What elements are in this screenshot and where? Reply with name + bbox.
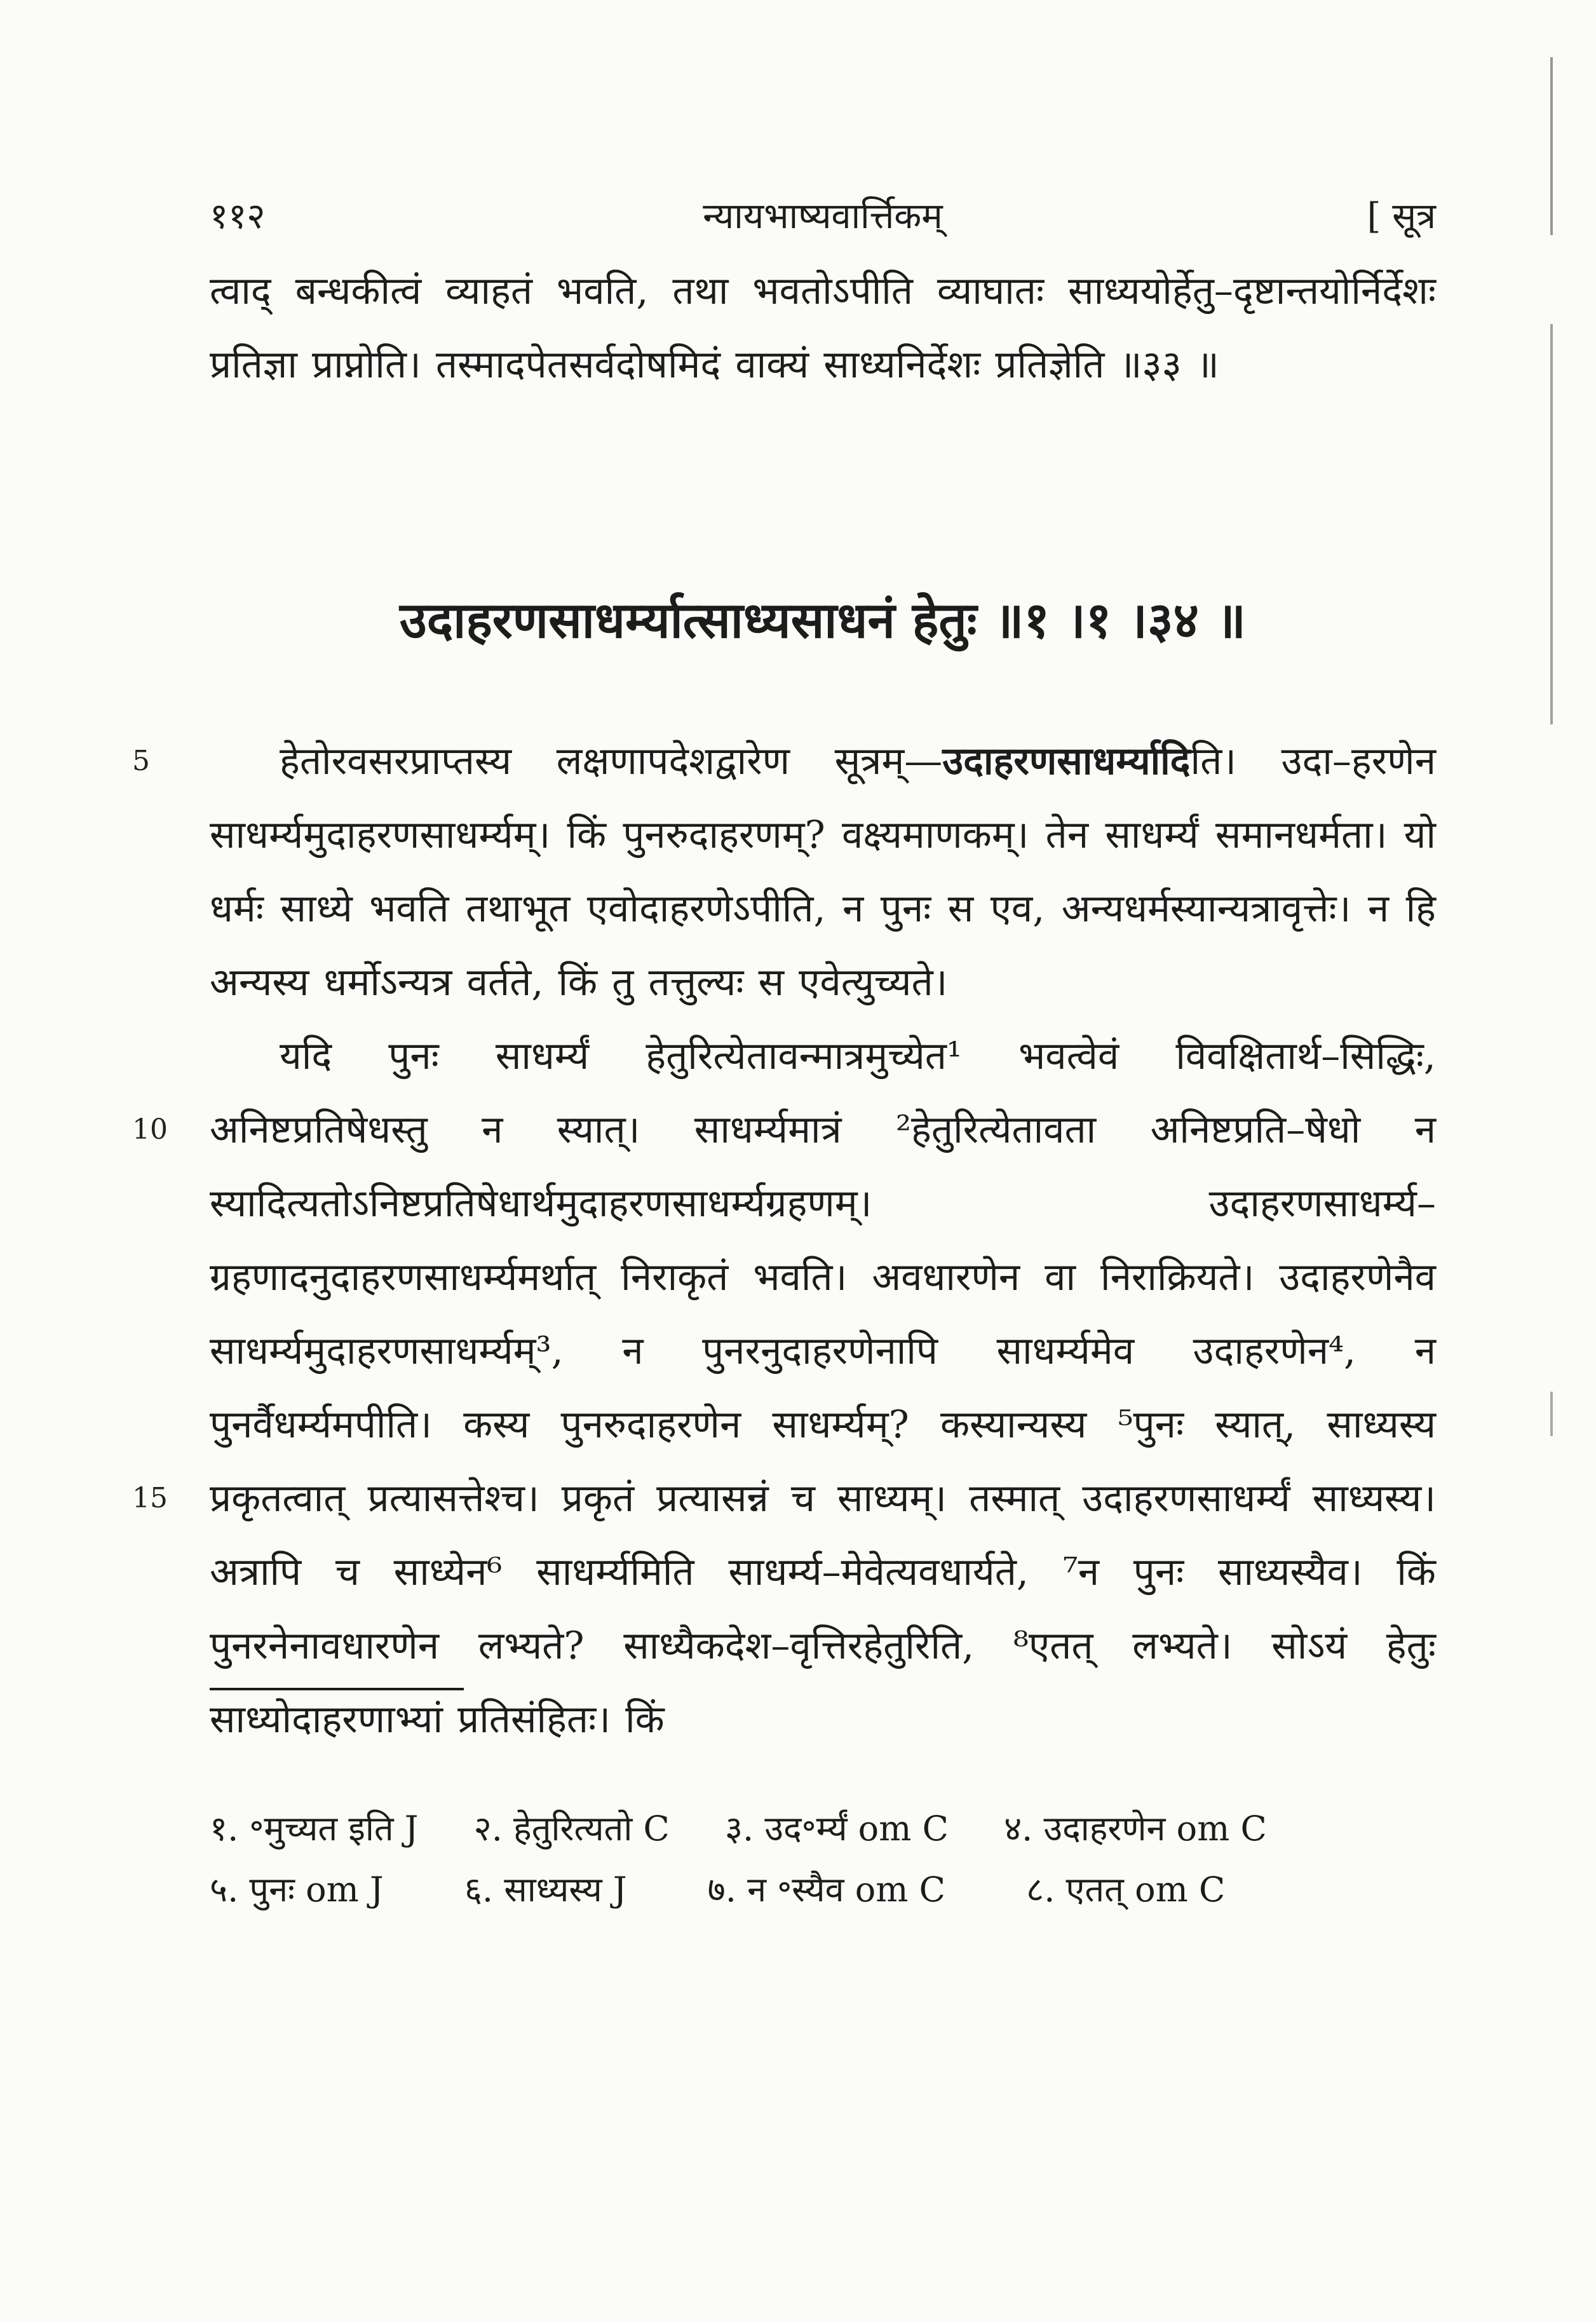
page-number: ११२ <box>210 196 266 237</box>
footnote-1: १. ॰मुच्यत इति J <box>210 1809 419 1849</box>
commentary-body <box>210 724 1436 1756</box>
running-title: न्यायभाष्यवार्त्तिकम् <box>703 196 943 237</box>
line-number-15: 15 <box>132 1482 168 1514</box>
footnote-row <box>210 1859 1436 1920</box>
footnote-8: ८. एतत् om C <box>1026 1870 1226 1910</box>
footnote-4: ४. उदाहरणेन om C <box>1004 1809 1267 1849</box>
para1-rest: ति। उदा–हरणेन साधर्म्यमुदाहरणसाधर्म्यम्। किं पुनरुदाहरणम्? वक्ष्यमाणकम्। तेन साधर्म्यं समानधर्मता। यो धर्मः साध्ये भवति तथाभूत एवोदाहरणेऽपीति, न पुनः स एव, अन्यधर्मस्यान्यत्रावृत्तेः। न हि अन्यस्य धर्मोऽन्यत्र वर्तते, किं तु तत्तुल्यः स एवेत्युच्यते। <box>210 739 1436 1005</box>
sutra-pratika: उदाहरणसाधर्म्यादि <box>942 739 1191 784</box>
footnote-6: ६. साध्यस्य J <box>464 1870 627 1910</box>
footnote-row <box>210 1798 1436 1859</box>
page-header <box>210 191 1436 248</box>
commentary-paragraph-2: यदि पुनः साधर्म्यं हेतुरित्येतावन्मात्रमुच्येत¹ भवत्वेवं विवक्षितार्थ–सिद्धिः, अनिष्टप्रतिषेधस्तु न स्यात्। साधर्म्यमात्रं ²हेतुरित्येतावता अनिष्टप्रति–षेधो न स्यादित्यतोऽनिष्टप्रतिषेधार्थमुदाहरणसाधर्म्यग्रहणम्। उदाहरणसाधर्म्य–ग्रहणादनुदाहरणसाधर्म्यमर्थात् निराकृतं भवति। अवधारणेन वा निराक्रियते। उदाहरणेनैव साधर्म्यमुदाहरणसाधर्म्यम्³, न पुनरनुदाहरणेनापि साधर्म्यमेव उदाहरणेन⁴, न पुनर्वैधर्म्यमपीति। कस्य पुनरुदाहरणेन साधर्म्यम्? कस्यान्यस्य ⁵पुनः स्यात्, साध्यस्य प्रकृतत्वात् प्रत्यासत्तेश्च। प्रकृतं प्रत्यासन्नं च साध्यम्। तस्मात् उदाहरणसाधर्म्यं साध्यस्य। अत्रापि च साध्येन⁶ साधर्म्यमिति साधर्म्य–मेवेत्यवधार्यते, ⁷न पुनः साध्यस्यैव। किं पुनरनेनावधारणेन लभ्यते? साध्यैकदेश–वृत्तिरहेतुरिति, ⁸एतत् लभ्यते। सोऽयं हेतुः साध्योदाहरणाभ्यां प्रतिसंहितः। किं <box>210 1034 1436 1742</box>
footnote-3: ३. उद॰र्म्यं om C <box>724 1809 949 1849</box>
scan-edge <box>1550 57 1553 2281</box>
sutra-heading: उदाहरणसाधर्म्यात्साध्यसाधनं हेतुः ॥१ ।१ ।३४ ॥ <box>400 592 1246 649</box>
footnote-2: २. हेतुरित्यतो C <box>473 1809 670 1849</box>
footnote-5: ५. पुनः om J <box>210 1870 384 1910</box>
footnotes <box>210 1798 1436 1920</box>
opening-paragraph <box>210 254 1436 402</box>
line-number-10: 10 <box>132 1113 168 1146</box>
footnote-rule <box>210 1688 464 1690</box>
paragraph-text: त्वाद् बन्धकीत्वं व्याहतं भवति, तथा भवतोऽपीति व्याघातः साध्ययोर्हेतु–दृष्टान्तयोर्निर्देशः प्रतिज्ञा प्राप्नोति। तस्मादपेतसर्वदोषमिदं वाक्यं साध्यनिर्देशः प्रतिज्ञेति ॥३३ ॥ <box>210 269 1436 387</box>
line-number-5: 5 <box>132 745 150 777</box>
footnote-7: ७. न ॰स्यैव om C <box>707 1870 945 1910</box>
para1-lead: हेतोरवसरप्राप्तस्य लक्षणापदेशद्वारेण सूत्रम्— <box>280 739 943 784</box>
commentary-paragraph-1 <box>210 724 1436 1019</box>
section-marker: [ सूत्र <box>1367 196 1436 237</box>
